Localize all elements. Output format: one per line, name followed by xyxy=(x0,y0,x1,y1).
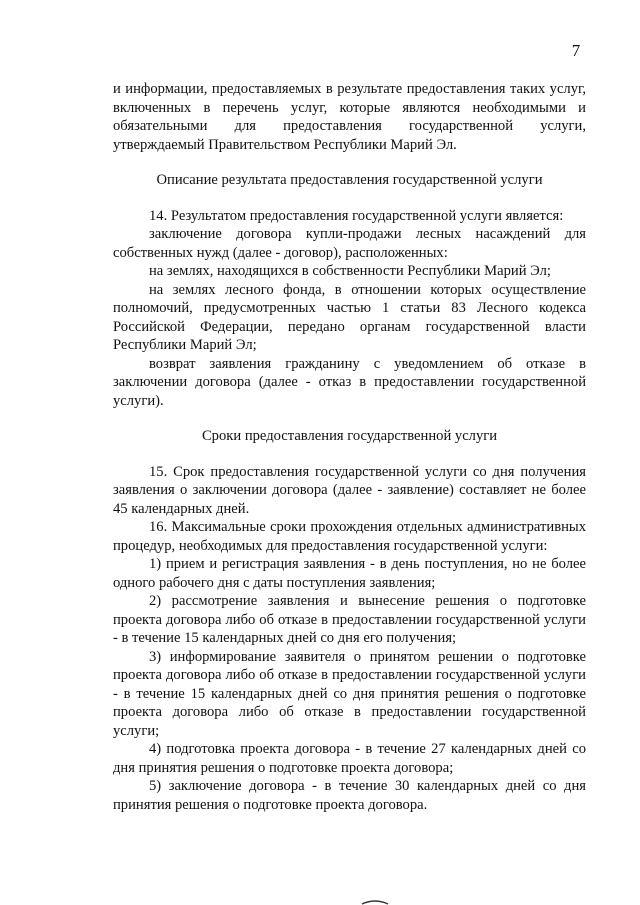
list-item-5: 5) заключение договора - в течение 30 календарных дней со дня принятия решения о подготовке проекта договора. xyxy=(113,778,586,813)
paragraph-lands-forest: на землях лесного фонда, в отношении которых осуществление полномочий, предусмотренных частью 1 статьи 83 Лесного кодекса Российской Федерации, передано органам государственной власти Республики Марий Эл; xyxy=(113,281,586,353)
paragraph-contract: заключение договора купли-продажи лесных насаждений для собственных нужд (далее - договор), расположенных: xyxy=(113,226,586,261)
section-heading-terms: Сроки предоставления государственной услуги xyxy=(201,428,498,444)
paragraph-lands-republic: на землях, находящихся в собственности Республики Марий Эл; xyxy=(149,263,551,279)
page-number: 7 xyxy=(571,41,581,60)
section-heading-result: Описание результата предоставления государственной услуги xyxy=(156,172,543,188)
paragraph-16: 16. Максимальные сроки прохождения отдельных административных процедур, необходимых для предоставления государственной услуги: xyxy=(113,519,586,554)
paragraph-14: 14. Результатом предоставления государственной услуги является: xyxy=(149,207,564,224)
list-item-3: 3) информирование заявителя о принятом решении о подготовке проекта договора либо об отказе в предоставлении государственной услуги - в течение 15 календарных дней со дня принятия решения о подготовке проекта договора либо об отказе в предоставлении государственной услуги; xyxy=(113,648,586,739)
document-body xyxy=(113,80,586,814)
paragraph-continuation: и информации, предоставляемых в результате предоставления таких услуг, включенных в перечень услуг, которые являются необходимыми и обязательными для предоставления государственной услуги, утверждаемый Правительством Республики Марий Эл. xyxy=(113,81,586,153)
list-item-1: 1) прием и регистрация заявления - в день поступления, но не более одного рабочего дня с даты поступления заявления; xyxy=(113,556,586,591)
list-item-4: 4) подготовка проекта договора - в течение 27 календарных дней со дня принятия решения о подготовке проекта договора; xyxy=(113,741,586,776)
list-item-2: 2) рассмотрение заявления и вынесение решения о подготовке проекта договора либо об отказе в предоставлении государственной услуги - в течение 15 календарных дней со дня его получения; xyxy=(113,593,586,646)
scan-mark xyxy=(360,895,390,905)
paragraph-refusal: возврат заявления гражданину с уведомлением об отказе в заключении договора (далее - отказ в предоставлении государственной услуги). xyxy=(113,355,586,409)
paragraph-15: 15. Срок предоставления государственной услуги со дня получения заявления о заключении договора (далее - заявление) составляет не более 45 календарных дней. xyxy=(113,463,586,517)
